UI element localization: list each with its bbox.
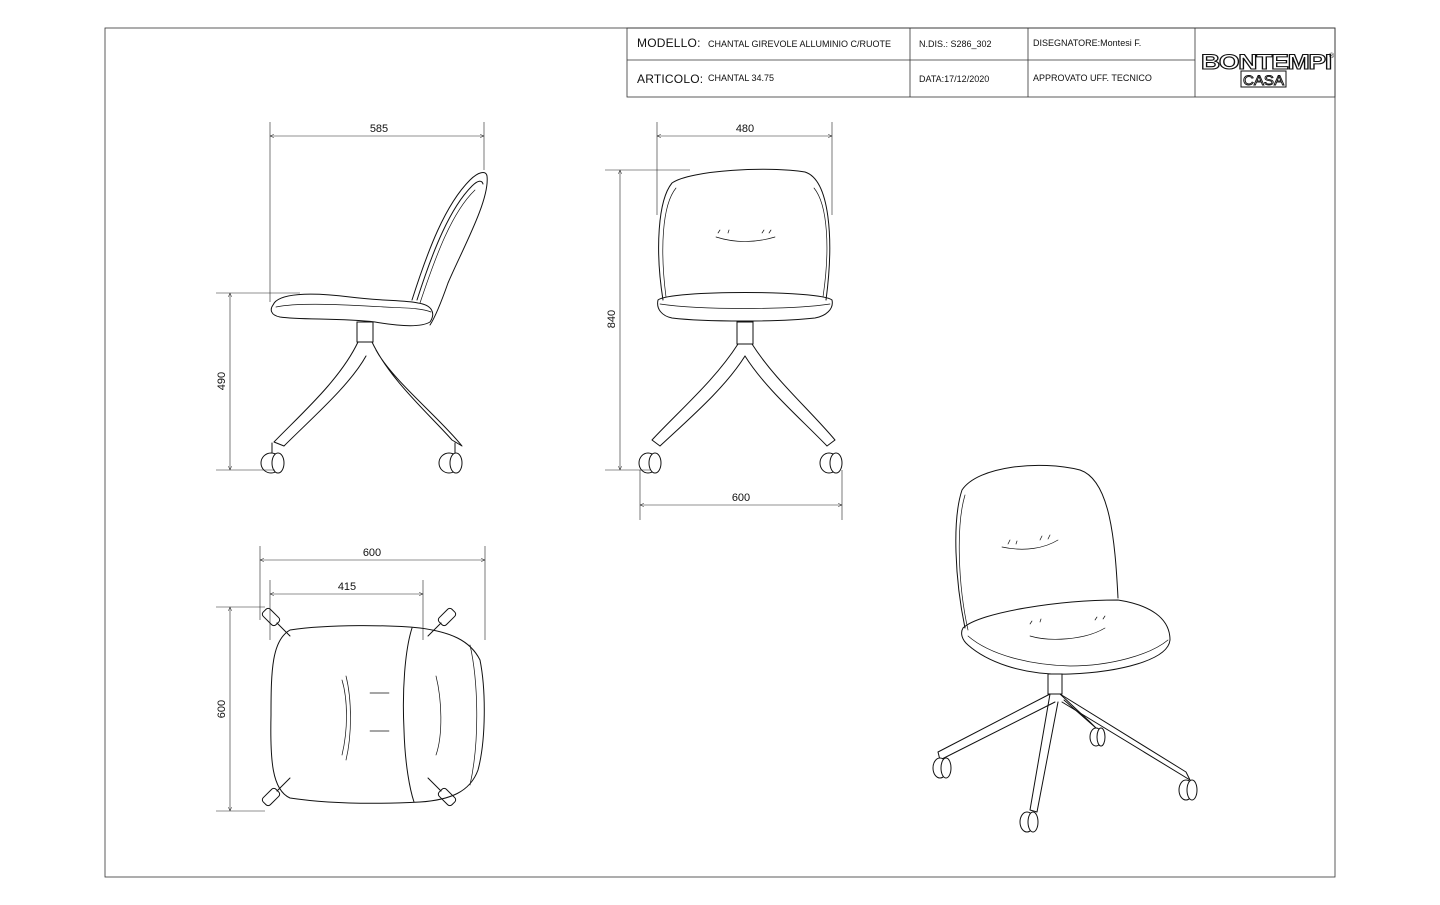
approval: APPROVATO UFF. TECNICO <box>1033 73 1152 83</box>
articolo-label: ARTICOLO: <box>637 72 704 86</box>
dim-front-width: 480 <box>735 123 755 135</box>
front-view-chair <box>639 169 842 473</box>
articolo-value: CHANTAL 34.75 <box>708 73 775 83</box>
drawing-date: DATA:17/12/2020 <box>919 74 990 84</box>
dim-side-seat-height: 490 <box>216 371 228 391</box>
svg-text:®: ® <box>1329 53 1335 60</box>
designer: DISEGNATORE:Montesi F. <box>1033 38 1142 48</box>
dim-front-height: 840 <box>606 309 618 329</box>
modello-label: MODELLO: <box>637 36 701 50</box>
dim-top-inner: 415 <box>337 581 357 593</box>
dim-top-width: 600 <box>362 547 382 559</box>
perspective-view-chair <box>933 465 1197 832</box>
svg-text:BONTEMPI: BONTEMPI <box>1201 51 1332 74</box>
side-view-dimensions <box>216 122 484 470</box>
svg-text:CASA: CASA <box>1243 72 1285 88</box>
dim-side-width: 585 <box>369 123 389 135</box>
side-view-chair <box>261 173 487 473</box>
dim-top-depth: 600 <box>216 699 228 719</box>
top-view-chair <box>261 607 484 807</box>
dim-front-base: 600 <box>731 492 751 504</box>
drawing-number: N.DIS.: S286_302 <box>919 39 992 49</box>
bontempi-casa-logo <box>1201 51 1335 88</box>
modello-value: CHANTAL GIREVOLE ALLUMINIO C/RUOTE <box>708 39 892 49</box>
